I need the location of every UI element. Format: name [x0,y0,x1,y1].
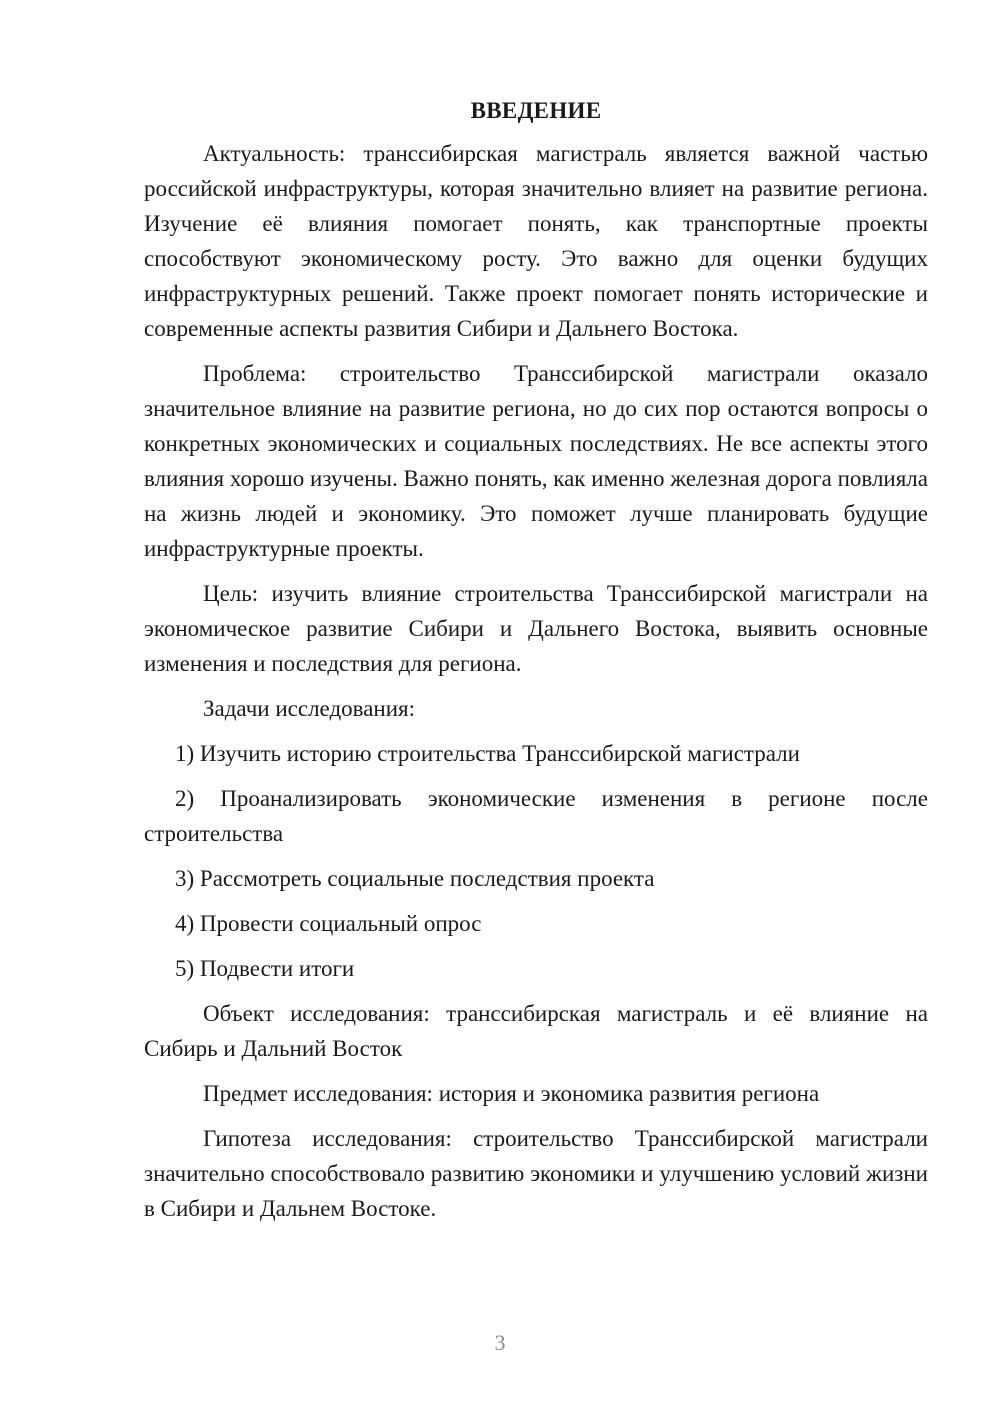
list-item: 3) Рассмотреть социальные последствия проекта [175,866,655,891]
paragraph-subject: Предмет исследования: история и экономика развития региона [203,1081,820,1106]
paragraph-object: Объект исследования: транссибирская магистраль и её влияние на Сибирь и Дальний Восток [144,1001,928,1061]
paragraph-relevance: Актуальность: транссибирская магистраль является важной частью российской инфраструктуры, которая значительно влияет на развитие региона. Изучение её влияния помогает понять, как транспортные проекты способствуют экономическому росту. Это важно для оценки будущих инфраструктурных решений. Также проект помогает понять исторические и современные аспекты развития Сибири и Дальнего Востока. [144,141,928,341]
list-item: 4) Провести социальный опрос [175,911,482,936]
document-page [144,94,928,1226]
paragraph-hypothesis: Гипотеза исследования: строительство Транссибирской магистрали значительно способствовало развитию экономики и улучшению условий жизни в Сибири и Дальнем Востоке. [144,1126,928,1221]
document-title: ВВЕДЕНИЕ [470,98,602,123]
list-item: 5) Подвести итоги [175,956,355,981]
list-item: 1) Изучить историю строительства Транссибирской магистрали [175,741,800,766]
tasks-heading: Задачи исследования: [203,696,416,721]
list-item: 2) Проанализировать экономические изменения в регионе после строительства [144,786,928,846]
paragraph-goal: Цель: изучить влияние строительства Транссибирской магистрали на экономическое развитие Сибири и Дальнего Востока, выявить основные изменения и последствия для региона. [144,581,928,676]
paragraph-problem: Проблема: строительство Транссибирской магистрали оказало значительное влияние на развитие региона, но до сих пор остаются вопросы о конкретных экономических и социальных последствиях. Не все аспекты этого влияния хорошо изучены. Важно понять, как именно железная дорога повлияла на жизнь людей и экономику. Это поможет лучше планировать будущие инфраструктурные проекты. [144,361,928,561]
tasks-list [144,736,928,986]
page-number: 3 [494,1330,506,1355]
